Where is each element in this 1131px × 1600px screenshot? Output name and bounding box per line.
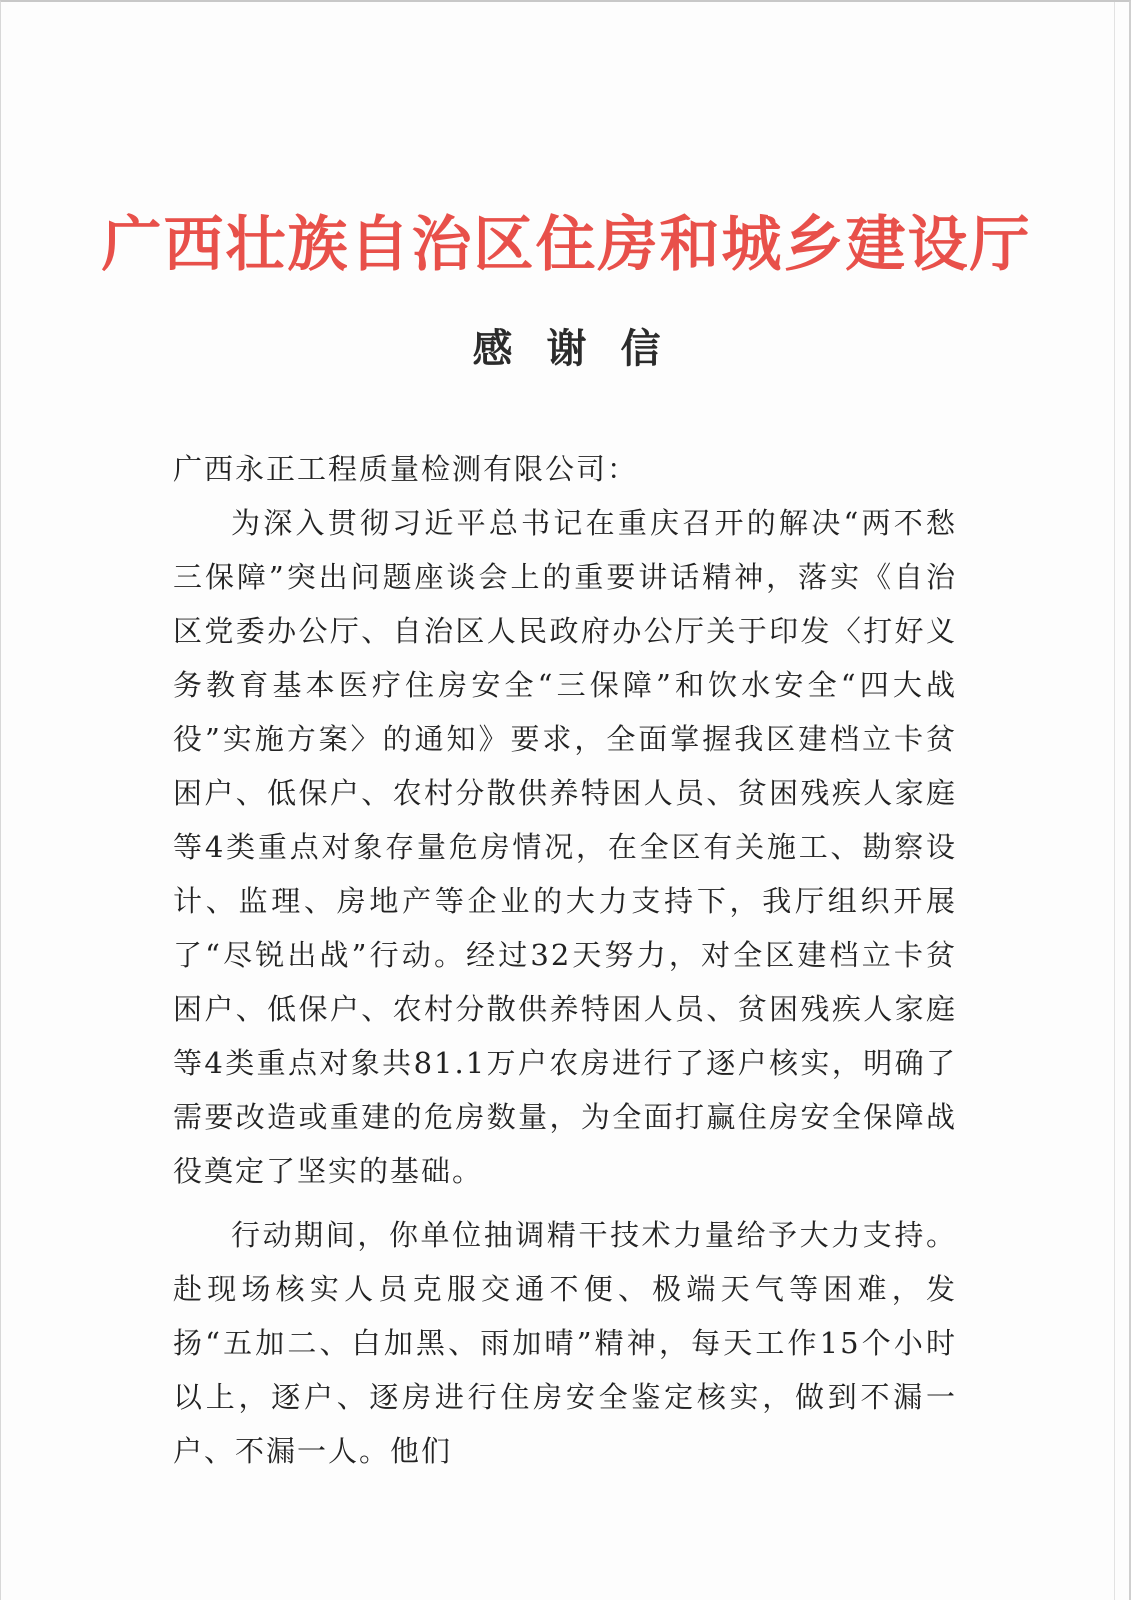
- letter-body: [173, 442, 957, 1478]
- letterhead: 广西壮族自治区住房和城乡建设厅: [101, 210, 1032, 280]
- body-paragraph-2: 行动期间，你单位抽调精干技术力量给予大力支持。赴现场核实人员克服交通不便、极端天气等困难，发扬“五加二、白加黑、雨加晴”精神，每天工作15个小时以上，逐户、逐房进行住房安全鉴定核实，做到不漏一户、不漏一人。他们: [173, 1218, 957, 1468]
- body-paragraph-1: 为深入贯彻习近平总书记在重庆召开的解决“两不愁三保障”突出问题座谈会上的重要讲话精神，落实《自治区党委办公厅、自治区人民政府办公厅关于印发〈打好义务教育基本医疗住房安全“三保障”和饮水安全“四大战役”实施方案〉的通知》要求，全面掌握我区建档立卡贫困户、低保户、农村分散供养特困人员、贫困残疾人家庭等4类重点对象存量危房情况，在全区有关施工、勘察设计、监理、房地产等企业的大力支持下，我厅组织开展了“尽锐出战”行动。经过32天努力，对全区建档立卡贫困户、低保户、农村分散供养特困人员、贫困残疾人家庭等4类重点对象共81.1万户农房进行了逐户核实，明确了需要改造或重建的危房数量，为全面打赢住房安全保障战役奠定了坚实的基础。: [173, 506, 957, 1188]
- document-title: 感谢信: [472, 325, 695, 372]
- salutation: 广西永正工程质量检测有限公司：: [173, 452, 639, 486]
